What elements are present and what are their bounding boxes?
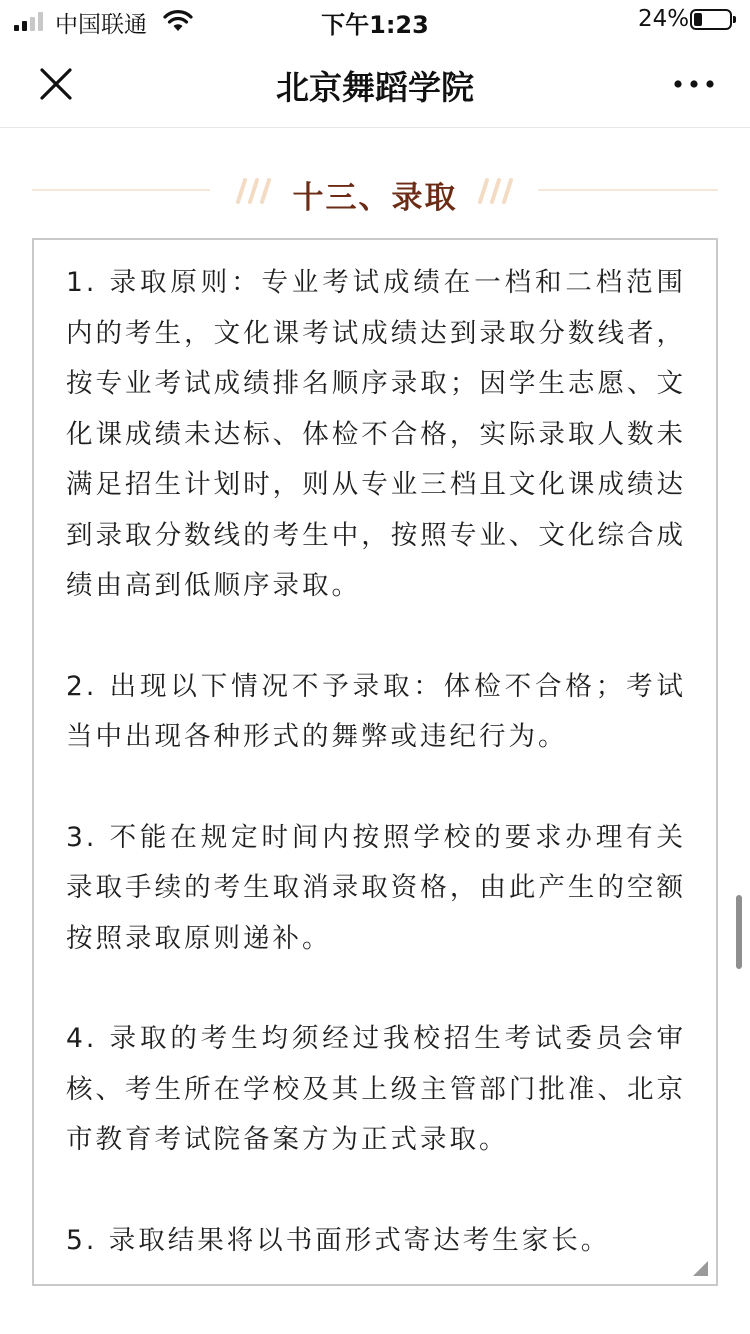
more-horizontal-icon — [664, 62, 724, 106]
more-options-button[interactable] — [664, 62, 724, 106]
paragraph-2: 2. 出现以下情况不予录取：体检不合格；考试当中出现各种形式的舞弊或违纪行为。 — [66, 670, 686, 752]
battery-percent: 24% — [638, 6, 690, 32]
slash-decoration-right — [470, 176, 518, 206]
admission-text — [66, 258, 686, 1316]
carrier-name: 中国联通 — [55, 12, 147, 38]
scrollbar[interactable] — [736, 895, 742, 969]
nav-bar — [0, 40, 750, 128]
section-header — [0, 160, 750, 224]
status-time: 下午1:23 — [321, 11, 429, 39]
paragraph-4: 4. 录取的考生均须经过我校招生考试委员会审核、考生所在学校及其上级主管部门批准、北京市教育考试院备案方为正式录取。 — [66, 1023, 686, 1155]
paragraph-5: 5. 录取结果将以书面形式寄达考生家长。 — [66, 1224, 611, 1256]
section-title: 十三、录取 — [292, 180, 458, 216]
paragraph-1: 1. 录取原则：专业考试成绩在一档和二档范围内的考生，文化课考试成绩达到录取分数线者，按专业考试成绩排名顺序录取；因学生志愿、文化课成绩未达标、体检不合格，实际录取人数未满足招生计划时，则从专业三档且文化课成绩达到录取分数线的考生中，按照专业、文化综合成绩由高到低顺序录取。 — [66, 267, 686, 601]
page-title: 北京舞蹈学院 — [276, 68, 474, 107]
resize-handle-icon[interactable] — [693, 1261, 708, 1276]
divider-line-right — [538, 189, 718, 191]
admission-content-box — [32, 238, 718, 1286]
battery-icon — [690, 9, 732, 30]
status-bar — [0, 0, 750, 40]
paragraph-3: 3. 不能在规定时间内按照学校的要求办理有关录取手续的考生取消录取资格，由此产生的空额按照录取原则递补。 — [66, 821, 686, 954]
